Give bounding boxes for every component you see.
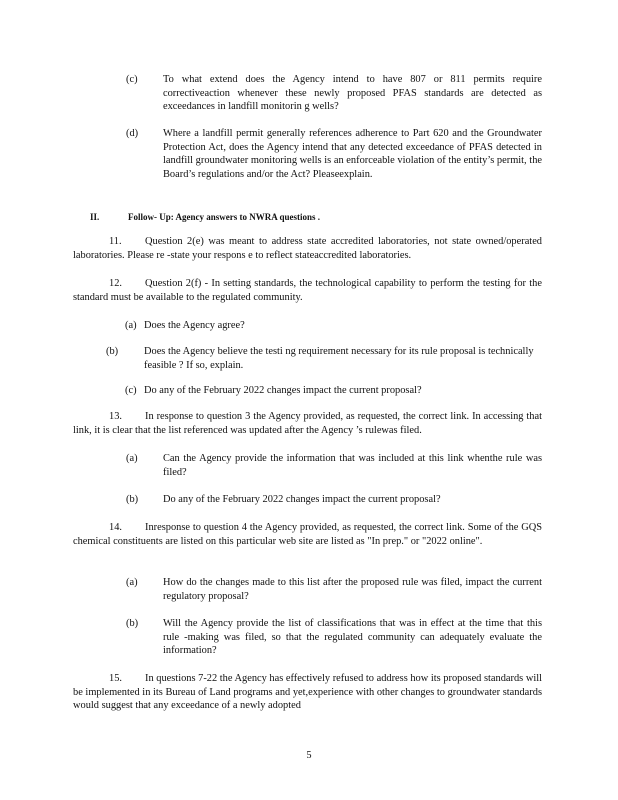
paragraph-12 xyxy=(73,277,542,304)
paragraph-number: 13. xyxy=(109,411,122,422)
paragraph-number: 14. xyxy=(109,522,122,533)
paragraph-14 xyxy=(73,521,542,548)
list-item xyxy=(125,384,542,398)
paragraph-number: 11. xyxy=(109,236,122,247)
paragraph-13 xyxy=(73,410,542,437)
item-label: (b) xyxy=(126,494,139,505)
item-label: (a) xyxy=(126,577,138,588)
item-text: Does the Agency believe the testi ng requirement necessary for its rule proposal is technically feasible ? If so, explain. xyxy=(144,346,534,371)
item-label: (d) xyxy=(126,128,139,139)
item-text: Do any of the February 2022 changes impact the current proposal? xyxy=(144,385,422,396)
paragraph-15 xyxy=(73,672,542,713)
page-number: 5 xyxy=(306,750,312,761)
paragraph-11 xyxy=(73,235,542,262)
paragraph-text: In questions 7-22 the Agency has effectively refused to address how its proposed standards will be implemented in its Bureau of Land programs and yet,experience with other changes to groundwater standards would suggest that any exceedance of a newly adopted xyxy=(73,673,542,711)
item-text: To what extend does the Agency intend to have 807 or 811 permits require correctiveaction whenever these newly proposed PFAS standards are detected as exceedances in landfill monitorin g wells? xyxy=(163,74,542,112)
section-heading xyxy=(90,211,320,225)
paragraph-text: Question 2(e) was meant to address state accredited laboratories, not state owned/operated laboratories. Please re -state your respons e to reflect stateaccredited laboratories. xyxy=(73,236,542,261)
section-title: Follow- Up: Agency answers to NWRA questions . xyxy=(128,212,321,222)
item-label: (a) xyxy=(126,453,138,464)
item-label: (c) xyxy=(126,74,138,85)
item-label: (b) xyxy=(126,618,139,629)
list-item xyxy=(106,345,542,372)
item-text: Will the Agency provide the list of classifications that was in effect at the time that this rule -making was filed, so that the regulated community can adequately evaluate the information? xyxy=(163,618,542,656)
paragraph-text: Inresponse to question 4 the Agency provided, as requested, the correct link. Some of the GQS chemical constituents are listed on this particular web site are listed as "In prep." or "2022 online". xyxy=(73,522,542,547)
paragraph-number: 15. xyxy=(109,673,122,684)
paragraph-number: 12. xyxy=(109,278,122,289)
list-item xyxy=(125,319,542,333)
paragraph-text: Question 2(f) - In setting standards, the technological capability to perform the testing for the standard must be available to the regulated community. xyxy=(73,278,542,303)
item-text: Does the Agency agree? xyxy=(144,320,245,331)
item-text: Do any of the February 2022 changes impact the current proposal? xyxy=(163,494,441,505)
item-label: (c) xyxy=(125,385,137,396)
item-text: How do the changes made to this list after the proposed rule was filed, impact the current regulatory proposal? xyxy=(163,577,542,602)
item-text: Where a landfill permit generally references adherence to Part 620 and the Groundwater Protection Act, does the Agency intend that any detected exceedance of PFAS detected in landfill groundwater monitoring wells is an enforceable violation of the entity’s permit, the Board’s regulations and/or the Act? Pleaseexplain. xyxy=(163,128,542,180)
item-label: (b) xyxy=(106,346,119,357)
item-text: Can the Agency provide the information that was included at this link whenthe rule was filed? xyxy=(163,453,542,478)
item-label: (a) xyxy=(125,320,137,331)
section-number: II. xyxy=(90,212,100,222)
paragraph-text: In response to question 3 the Agency provided, as requested, the correct link. In accessing that link, it is clear that the list referenced was updated after the Agency ’s rulewas filed. xyxy=(73,411,542,436)
